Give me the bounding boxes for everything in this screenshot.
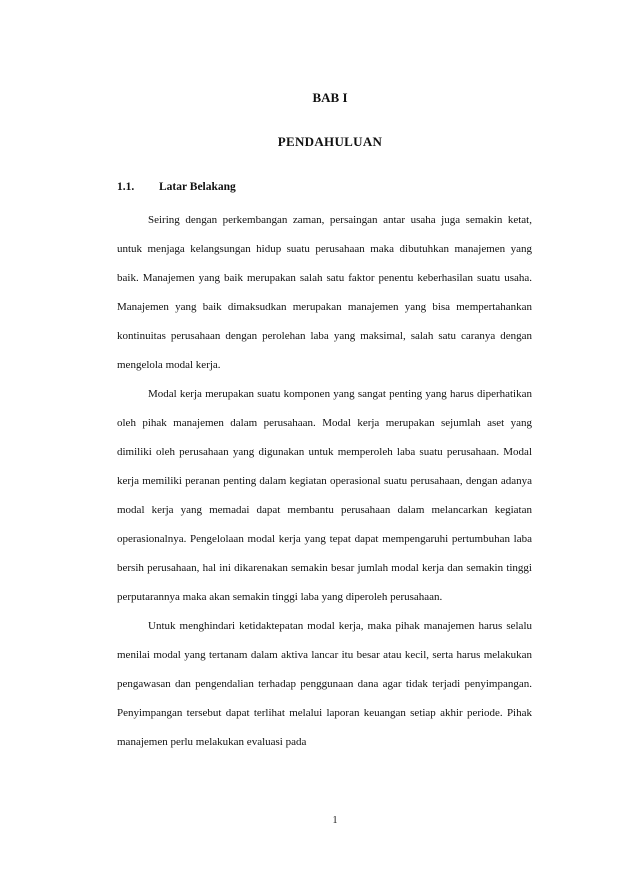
section-number: 1.1. [117, 181, 135, 193]
page-number: 1 [332, 815, 338, 826]
chapter-title: PENDAHULUAN [277, 134, 383, 149]
section-heading [117, 181, 236, 193]
body-text [117, 206, 532, 757]
paragraph: Untuk menghindari ketidaktepatan modal kerja, maka pihak manajemen harus selalu menilai modal yang tertanam dalam aktiva lancar itu besar atau kecil, serta harus melakukan pengawasan dan pengendalian terhadap penggunaan dana agar tidak terjadi penyimpangan. Penyimpangan tersebut dapat terlihat melalui laporan keuangan setiap akhir periode. Pihak manajemen perlu melakukan evaluasi pada [117, 620, 532, 748]
chapter-label: BAB I [312, 90, 348, 105]
paragraph: Modal kerja merupakan suatu komponen yang sangat penting yang harus diperhatikan oleh pihak manajemen dalam perusahaan. Modal kerja merupakan sejumlah aset yang dimiliki oleh perusahaan yang digunakan untuk memperoleh laba suatu perusahaan. Modal kerja memiliki peranan penting dalam kegiatan operasional suatu perusahaan, dengan adanya modal kerja yang memadai dapat membantu perusahaan dalam melancarkan kegiatan operasionalnya. Pengelolaan modal kerja yang tepat dapat mempengaruhi pertumbuhan laba bersih perusahaan, hal ini dikarenakan semakin besar jumlah modal kerja dan semakin tinggi perputarannya maka akan semakin tinggi laba yang diperoleh perusahaan. [117, 388, 532, 603]
section-title: Latar Belakang [159, 181, 236, 193]
paragraph: Seiring dengan perkembangan zaman, persaingan antar usaha juga semakin ketat, untuk menjaga kelangsungan hidup suatu perusahaan maka dibutuhkan manajemen yang baik. Manajemen yang baik merupakan salah satu faktor penentu keberhasilan suatu usaha. Manajemen yang baik dimaksudkan merupakan manajemen yang bisa mempertahankan kontinuitas perusahaan dengan perolehan laba yang maksimal, salah satu caranya dengan mengelola modal kerja. [117, 214, 532, 371]
